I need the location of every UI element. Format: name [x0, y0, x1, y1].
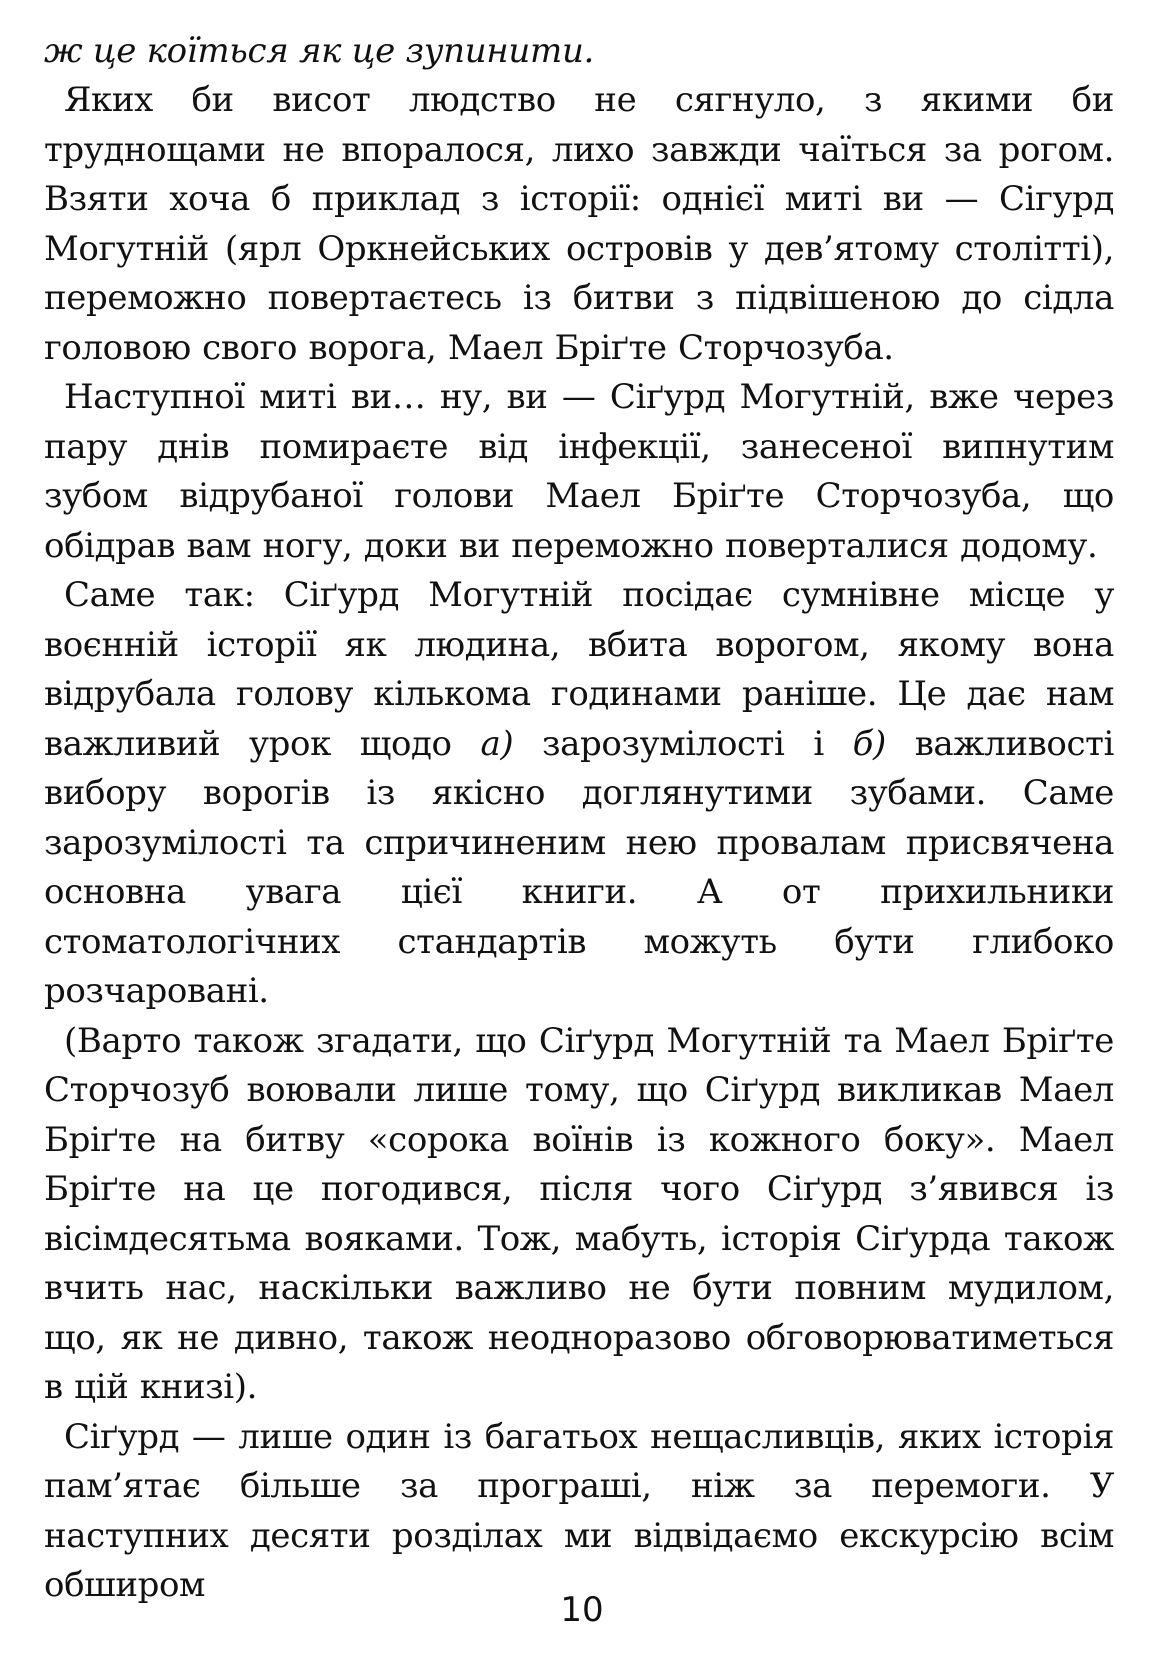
paragraph-3: [44, 571, 1114, 1017]
paragraph-1: Яких би висот людство не сягнуло, з якими би труднощами не впоралося, лихо завжди чаїться за рогом. Взяти хоча б приклад з історії: однієї миті ви — Сігурд Могутній (ярл Оркнейських островів у дев’ятому столітті), переможно повертаєтесь із битви з підвішеною до сідла головою свого ворога, Маел Бріґте Сторчозуба.: [44, 80, 1114, 368]
paragraph-3-part-1: Саме так: Сіґурд Могутній посідає сумнівне місце у воєнній історії як людина, вбита ворогом, якому вона відрубала голову кількома годинами раніше. Це дає нам важливий урок щодо: [44, 575, 1114, 764]
page-number: 10: [560, 1590, 604, 1630]
paragraph-3-part-3: важливості вибору ворогів із якісно доглянутими зубами. Саме зарозумілості та спричиненим нею провалам присвячена основна увага цієї книги. А от прихильники стоматологічних стандартів можуть бути глибоко розчаровані.: [44, 723, 1114, 1011]
paragraph-4: (Варто також згадати, що Сіґурд Могутній та Маел Бріґте Сторчозуб воювали лише тому, що Сіґурд викликав Маел Бріґте на битву «сорока воїнів із кожного боку». Маел Бріґте на це погодився, після чого Сіґурд з’явився із вісімдесятьма вояками. Тож, мабуть, історія Сіґурда також вчить нас, наскільки важливо не бути повним мудилом, що, як не дивно, також неодноразово обговорюватиметься в цій книзі).: [44, 1020, 1114, 1407]
list-marker-a: а): [480, 723, 514, 764]
list-marker-b: б): [852, 723, 886, 764]
paragraph-3-part-2: зарозумілості і: [513, 723, 853, 764]
lead-line: ж це коїться як це зупинити.: [44, 31, 595, 71]
paragraph-2: Наступної миті ви… ну, ви — Сіґурд Могутній, вже через пару днів помираєте від інфекції, занесеної випнутим зубом відрубаної голови Маел Бріґте Сторчозуба, що обідрав вам ногу, доки ви переможно поверталися додому.: [44, 377, 1114, 566]
paragraph-5: Сіґурд — лише один із багатьох нещасливців, яких історія пам’ятає більше за програші, ніж за перемоги. У наступних десяти розділах ми відвідаємо екскурсію всім обширом: [44, 1416, 1114, 1605]
page-body: [44, 26, 1114, 1611]
